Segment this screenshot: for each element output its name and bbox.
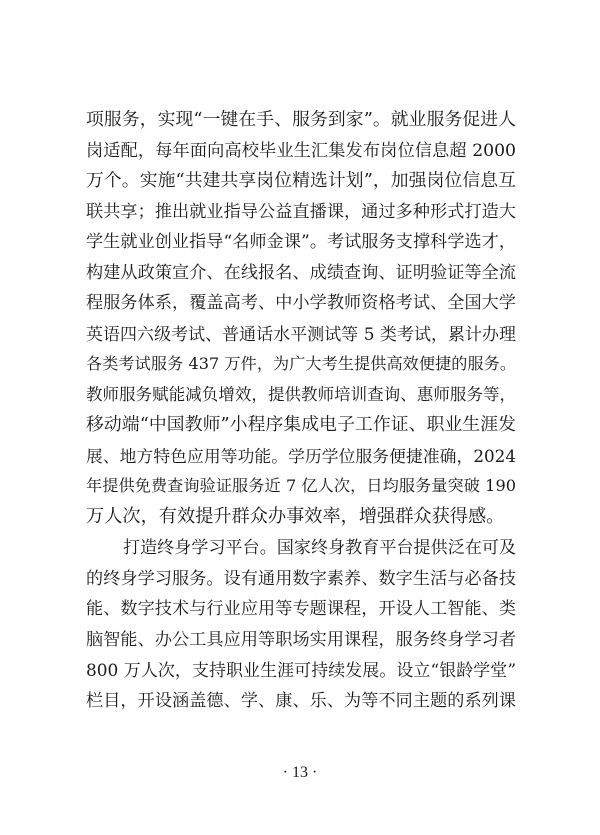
text-line: 的终身学习服务。设有通用数字素养、数字生活与必备技 bbox=[86, 568, 516, 589]
text-line: 万个。实施“共建共享岗位精选计划”，加强岗位信息互 bbox=[86, 170, 516, 191]
text-line: 移动端“中国教师”小程序集成电子工作证、职业生涯发 bbox=[86, 414, 516, 435]
text-line: 脑智能、办公工具应用等职场实用课程，服务终身学习者 bbox=[86, 629, 516, 650]
text-line: 栏目，开设涵盖德、学、康、乐、为等不同主题的系列课 bbox=[86, 690, 516, 711]
text-line: 联共享；推出就业指导公益直播课，通过多种形式打造大 bbox=[86, 201, 516, 222]
text-line: 能、数字技术与行业应用等专题课程，开设人工智能、类 bbox=[86, 599, 516, 619]
page-number: · 13 · bbox=[282, 764, 318, 781]
text-line: 英语四六级考试、普通话水平测试等 5 类考试，累计办理 bbox=[86, 323, 516, 344]
paragraph-services bbox=[86, 105, 516, 532]
text-line: 打造终身学习平台。国家终身教育平台提供泛在可及 bbox=[123, 538, 516, 558]
text-line: 年提供免费查询验证服务近 7 亿人次，日均服务量突破 190 bbox=[86, 476, 516, 495]
text-line: 800 万人次，支持职业生涯可持续发展。设立“银龄学堂” bbox=[86, 660, 516, 680]
text-line: 岗适配，每年面向高校毕业生汇集发布岗位信息超 2000 bbox=[86, 140, 516, 161]
text-line: 项服务，实现“一键在手、服务到家”。就业服务促进人 bbox=[86, 109, 516, 130]
paragraph-lifelong-learning bbox=[86, 533, 516, 716]
text-line: 程服务体系，覆盖高考、中小学教师资格考试、全国大学 bbox=[86, 293, 516, 313]
text-line: 构建从政策宣介、在线报名、成绩查询、证明验证等全流 bbox=[86, 262, 516, 283]
text-line: 学生就业创业指导“名师金课”。考试服务支撑科学选才， bbox=[86, 232, 516, 252]
text-line: 万人次，有效提升群众办事效率，增强群众获得感。 bbox=[86, 505, 505, 527]
text-line: 教师服务赋能减负增效，提供教师培训查询、惠师服务等， bbox=[86, 384, 516, 404]
text-line: 各类考试服务 437 万件，为广大考生提供高效便捷的服务。 bbox=[86, 354, 516, 373]
text-line: 展、地方特色应用等功能。学历学位服务便捷准确，2024 bbox=[86, 445, 516, 466]
